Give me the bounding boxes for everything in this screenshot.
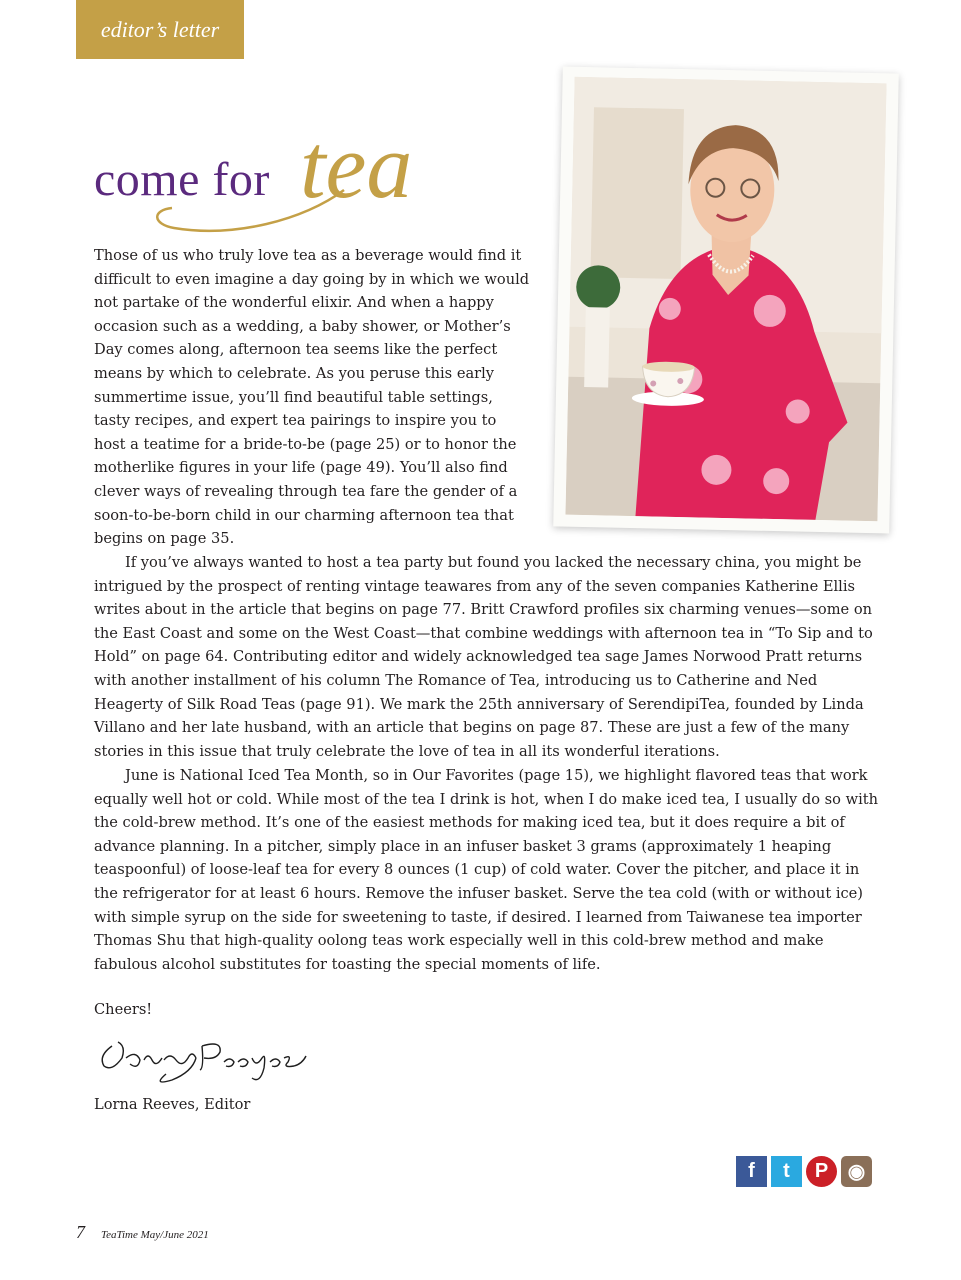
paragraph-1-line: Day comes along, afternoon tea seems like the perfect [94,341,498,359]
page-footer [76,1222,209,1243]
headline-part2: tea [300,115,413,217]
editor-photo [553,67,899,534]
section-label: editor’s letter [100,16,220,42]
paragraph-1-line: begins on page 35. [94,530,235,548]
facebook-icon[interactable]: f [736,1156,767,1187]
paragraph-1-line: difficult to even imagine a day going by in which we would [94,270,530,288]
paragraph-1-line: occasion such as a wedding, a baby shower, or Mother’s [94,317,511,335]
signature-scribble [92,1028,312,1090]
paragraph-1-line: Those of us who truly love tea as a beverage would find it [94,247,522,264]
paragraph-1-line: summertime issue, you’ll find beautiful table settings, [94,388,493,406]
editor-name: Lorna Reeves, Editor [94,1096,251,1113]
signature [92,1028,312,1094]
editor-portrait [565,77,886,521]
paragraph-2: If you’ve always wanted to host a tea party but found you lacked the necessary china, you might be intrigued by the prospect of renting vintage teawares from any of the seven companies Katherine Ellis writes about in the article that begins on page 77. Britt Crawford profiles six charming venues—some on the East Coast and some on the West Coast—that combine weddings with afternoon tea in “To Sip and to Hold” on page 64. Contributing editor and widely acknowledged tea sage James Norwood Pratt returns with another installment of his column The Romance of Tea, introducing us to Catherine and Ned Heagerty of Silk Road Teas (page 91). We mark the 25th anniversary of SerendipiTea, founded by Linda Villano and her late husband, with an article that begins on page 87. These are just a few of the many stories in this issue that truly celebrate the love of tea in all its wonderful iterations. [94,554,873,760]
paragraph-1-line: not partake of the wonderful elixir. And when a happy [94,294,494,312]
magazine-issue: TeaTime May/June 2021 [101,1229,209,1241]
closing: Cheers! [94,1001,153,1018]
paragraph-1-line: host a teatime for a bride-to-be (page 25) or to honor the [94,435,517,453]
paragraph-1-line: tasty recipes, and expert tea pairings to inspire you to [94,412,497,430]
pinterest-icon[interactable]: P [806,1156,837,1187]
twitter-icon[interactable]: t [771,1156,802,1187]
headline [94,115,454,240]
instagram-icon[interactable]: ◉ [841,1156,872,1187]
paragraph-3: June is National Iced Tea Month, so in Our Favorites (page 15), we highlight flavored teas that work equally well hot or cold. While most of the tea I drink is hot, when I do make iced tea, I usually do so with the cold-brew method. It’s one of the easiest methods for making iced tea, but it does require a bit of advance planning. In a pitcher, simply place in an infuser basket 3 grams (approximately 1 heaping teaspoonful) of loose-leaf tea for every 8 ounces (1 cup) of cold water. Cover the pitcher, and place it in the refrigerator for at least 6 hours. Remove the infuser basket. Serve the tea cold (with or without ice) with simple syrup on the side for sweetening to taste, if desired. I learned from Taiwanese tea importer Thomas Shu that high-quality oolong teas work especially well in this cold-brew method and make fabulous alcohol substitutes for toasting the special moments of life. [94,767,879,973]
social-links [736,1156,872,1187]
paragraph-1-line: soon-to-be-born child in our charming afternoon tea that [94,506,514,524]
paragraph-1-line: clever ways of revealing through tea fare the gender of a [94,482,518,500]
paragraph-1 [94,244,554,551]
paragraph-1-line: motherlike figures in your life (page 49). You’ll also find [94,459,508,477]
headline-part1: come for [94,153,270,206]
page-number: 7 [76,1222,85,1242]
paragraph-1-line: means by which to celebrate. As you peruse this early [94,364,495,382]
section-tab [76,0,244,59]
